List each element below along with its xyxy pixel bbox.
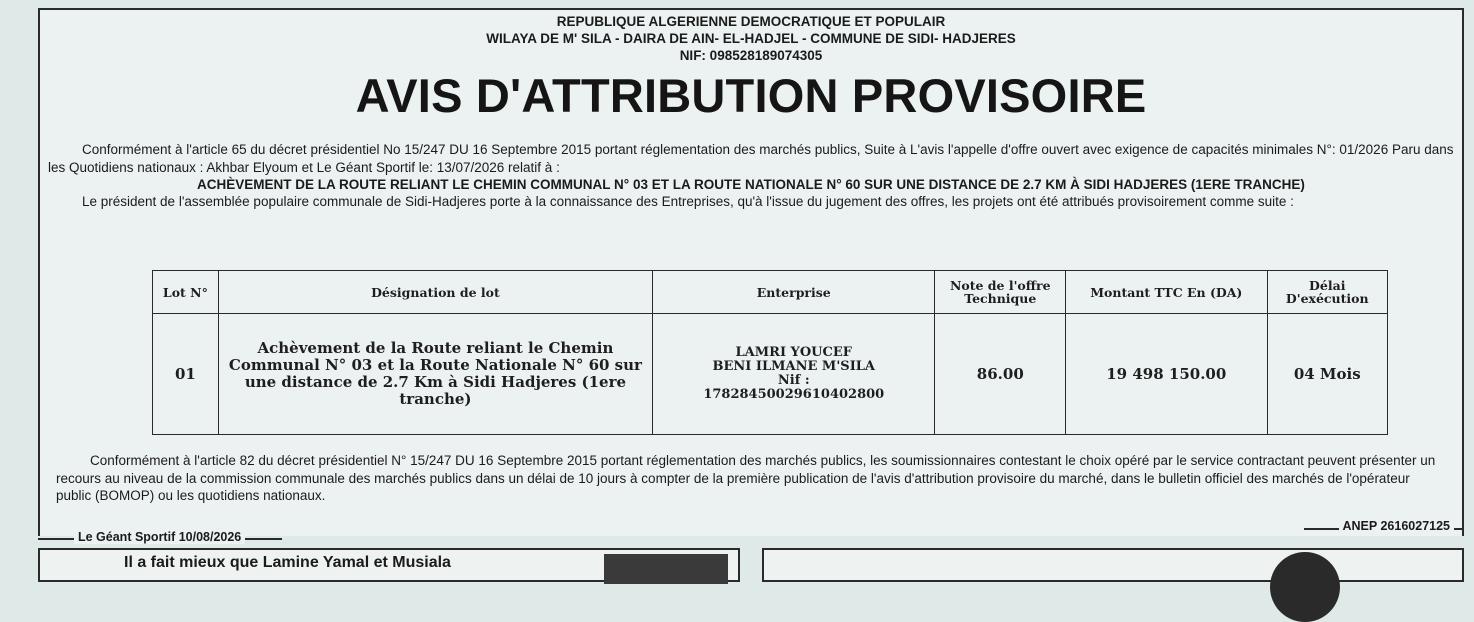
- col-enterprise-header: Enterprise: [653, 271, 935, 314]
- next-article-left: [38, 548, 740, 582]
- award-table: [152, 270, 1388, 435]
- intro-paragraph: [48, 141, 1454, 176]
- wilaya-header: WILAYA DE M' SILA - DAIRA DE AIN- EL-HADJEL - COMMUNE DE SIDI- HADJERES: [486, 31, 1016, 46]
- next-article-teaser: Il a fait mieux que Lamine Yamal et Musiala: [124, 554, 451, 571]
- enterprise-place: BENI ILMANE M'SILA: [712, 359, 875, 374]
- appeal-text: Conformément à l'article 82 du décret présidentiel N° 15/247 DU 16 Septembre 2015 portant réglementation des marchés publics, les soumissionnaires contestant le choix opéré par le service contractant peuvent présenter un recours au niveau de la commission communale des marchés publics dans un délai de 10 jours à compter de la première publication de l'avis d'attribution provisoire du marché, dans le bulletin officiel des marchés de l'opérateur public (BOMOP) ou les quotidiens nationaux.: [56, 453, 1436, 503]
- republic-header: REPUBLIQUE ALGERIENNE DEMOCRATIQUE ET POPULAIR: [556, 14, 946, 29]
- col-designation-header: Désignation de lot: [218, 271, 652, 314]
- table-header-row: [153, 271, 1388, 314]
- next-article-right: [762, 548, 1464, 582]
- enterprise-name: LAMRI YOUCEF: [735, 345, 852, 360]
- next-article-image: [1270, 552, 1340, 622]
- next-article-photo: [604, 554, 728, 584]
- cell-delai: 04 Mois: [1267, 314, 1388, 435]
- footer-source: [38, 530, 282, 542]
- cell-note: 86.00: [935, 314, 1066, 435]
- footer-source-text: Le Géant Sportif 10/08/2026: [74, 530, 245, 544]
- col-delai-header: Délai D'exécution: [1267, 271, 1388, 314]
- table-row: [153, 314, 1388, 435]
- appeal-paragraph: [56, 452, 1446, 505]
- enterprise-nif-label: Nif :: [777, 373, 810, 388]
- announcement-text: Le président de l'assemblée populaire communale de Sidi-Hadjeres porte à la connaissance des Entreprises, qu'à l'issue du jugement des offres, les projets ont été attribués provisoirement comme suite :: [82, 194, 1294, 209]
- cell-montant: 19 498 150.00: [1066, 314, 1267, 435]
- col-lot-header: Lot N°: [153, 271, 219, 314]
- footer-anep: [1304, 519, 1464, 537]
- cell-designation: Achèvement de la Route reliant le Chemin Communal N° 03 et la Route Nationale N° 60 sur une distance de 2.7 Km à Sidi Hadjeres (1ere tranche): [218, 314, 652, 435]
- col-montant-header: Montant TTC En (DA): [1066, 271, 1267, 314]
- cell-enterprise: [653, 314, 935, 435]
- project-subject: ACHÈVEMENT DE LA ROUTE RELIANT LE CHEMIN COMMUNAL N° 03 ET LA ROUTE NATIONALE N° 60 SUR UNE DISTANCE DE 2.7 KM À SIDI HADJERES (1ERE TRANCHE): [197, 177, 1305, 192]
- cell-lot: 01: [153, 314, 219, 435]
- nif-header: NIF: 098528189074305: [679, 48, 823, 63]
- intro-text: Conformément à l'article 65 du décret présidentiel No 15/247 DU 16 Septembre 2015 portant réglementation des marchés publics, Suite à L'avis l'appelle d'offre ouvert avec exigence de capacités minimales N°: 01/2026 Paru dans les Quotidiens nationaux : Akhbar Elyoum et Le Géant Sportif le: 13/07/2026 relatif à :: [48, 142, 1454, 175]
- footer-anep-text: ANEP 2616027125: [1339, 519, 1455, 533]
- notice-title: AVIS D'ATTRIBUTION PROVISOIRE: [355, 69, 1147, 122]
- col-note-header: Note de l'offre Technique: [935, 271, 1066, 314]
- enterprise-nif: 17828450029610402800: [703, 387, 885, 402]
- tender-notice: [38, 8, 1464, 544]
- announcement-paragraph: [48, 193, 1454, 211]
